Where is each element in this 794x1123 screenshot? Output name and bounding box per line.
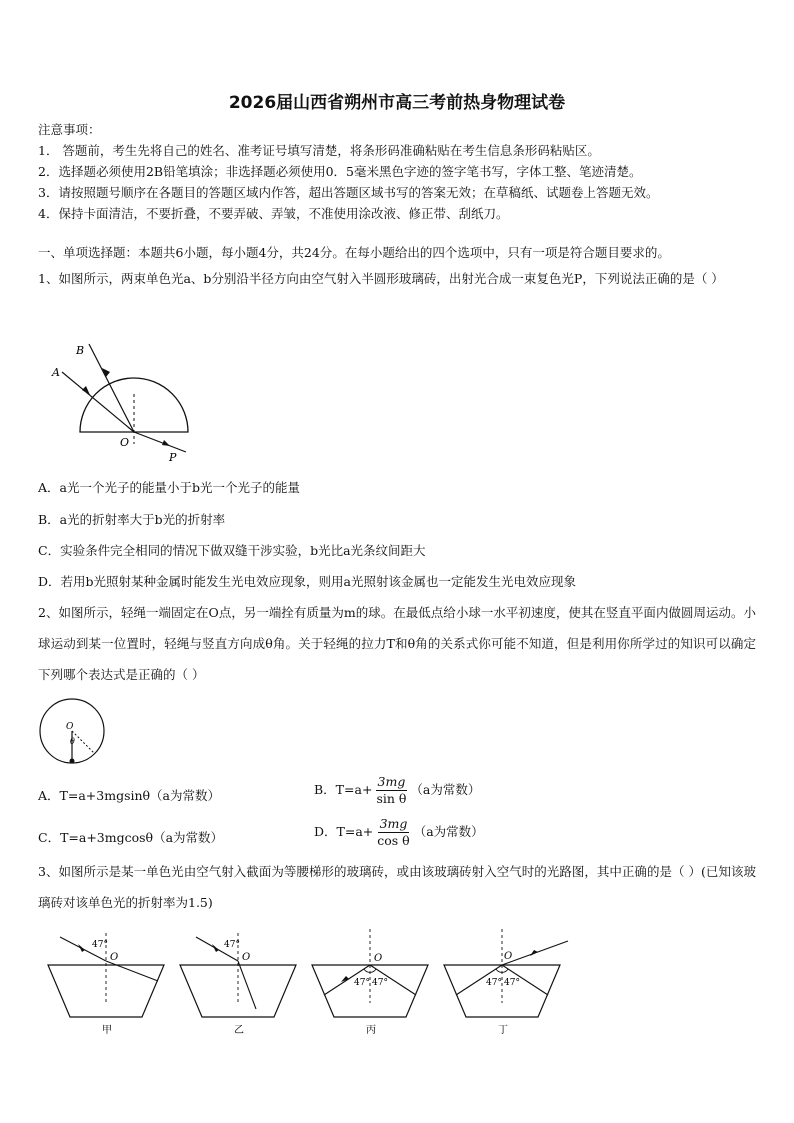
question-3-figures (40, 925, 580, 1037)
ray-p-arrow (162, 440, 170, 446)
ray-a (62, 372, 134, 432)
rope-angle-line (72, 731, 94, 753)
ray-b (89, 344, 134, 432)
svg-text:47°: 47° (372, 978, 388, 988)
notice-item-1: 1． 答题前，考生先将自己的姓名、准考证号填写清楚，将条形码准确粘贴在考生信息条形码粘贴区。 (38, 143, 600, 158)
section-heading: 一、单项选择题：本题共6小题，每小题4分，共24分。在每小题给出的四个选项中，只有一项是符合题目要求的。 (38, 245, 670, 260)
ray-a-arrow (82, 386, 90, 395)
ray-p (134, 432, 186, 452)
caption-jia: 甲 (102, 1025, 112, 1036)
page-title: 2026届山西省朔州市高三考前热身物理试卷 (228, 93, 566, 113)
q1-option-d: D．若用b光照射某种金属时能发生光电效应现象，则用a光照射该金属也一定能发生光电效应现象 (38, 574, 576, 589)
q2-option-c: C．T=a+3mgcosθ（a为常数） (38, 830, 224, 845)
svg-text:O: O (374, 953, 383, 964)
q1-option-b: B．a光的折射率大于b光的折射率 (38, 512, 226, 527)
figure-yi (180, 933, 296, 1036)
caption-bing: 丙 (366, 1025, 376, 1036)
q2-option-d: D．T=a+ $\frac{3mg}{\text{cos θ}}$ （a为常数） (314, 816, 484, 848)
question-2-stem: 2、如图所示，轻绳一端固定在O点，另一端拴有质量为m的球。在最低点给小球一水平初速度，使其在竖直平面内做圆周运动。小球运动到某一位置时，轻绳与竖直方向成θ角。关于轻绳的拉力T和θ角的关系式你可能不知道，但是利用你所学过的知识可以确定下列哪个表达式是正确的（ ） (38, 605, 756, 682)
figure-jia (48, 933, 164, 1036)
notice-heading: 注意事项： (38, 122, 101, 137)
q1-option-c: C．实验条件完全相同的情况下做双缝干涉实验，b光比a光条纹间距大 (38, 543, 426, 558)
caption-yi: 乙 (234, 1025, 244, 1036)
svg-text:47°: 47° (354, 978, 370, 988)
figure-bing (312, 929, 428, 1036)
label-o: O (66, 722, 74, 732)
label-p: P (169, 451, 177, 464)
notice-item-2: 2．选择题必须使用2B铅笔填涂；非选择题必须使用0．5毫米黑色字迹的签字笔书写，字体工整、笔迹清楚。 (38, 164, 642, 179)
label-o: O (120, 436, 130, 449)
ball (70, 759, 75, 764)
semicircle-glass (80, 378, 188, 432)
svg-text:O: O (242, 952, 251, 963)
label-theta: θ (70, 737, 75, 746)
svg-text:47°: 47° (486, 978, 502, 988)
svg-text:47°: 47° (504, 978, 520, 988)
question-1-stem: 1、如图所示，两束单色光a、b分别沿半径方向由空气射入半圆形玻璃砖，出射光合成一束复色光P，下列说法正确的是（ ） (38, 271, 724, 286)
notice-item-3: 3．请按照题号顺序在各题目的答题区域内作答，超出答题区域书写的答案无效；在草稿纸、试题卷上答题无效。 (38, 185, 659, 200)
label-a: A (52, 366, 60, 379)
caption-ding: 丁 (498, 1025, 508, 1036)
svg-text:O: O (504, 951, 513, 962)
notice-item-4: 4．保持卡面清洁，不要折叠，不要弄破、弄皱，不准使用涂改液、修正带、刮纸刀。 (38, 206, 509, 221)
label-b: B (76, 344, 85, 357)
svg-text:47°: 47° (92, 940, 108, 950)
q1-option-a: A．a光一个光子的能量小于b光一个光子的能量 (38, 480, 300, 495)
question-2-figure (36, 697, 108, 769)
q2-option-b: B．T=a+ $\frac{3mg}{\text{sin θ}}$ （a为常数） (314, 774, 481, 806)
q2-option-a: A．T=a+3mgsinθ（a为常数） (38, 788, 221, 803)
svg-text:47°: 47° (224, 940, 240, 950)
question-3-stem: 3、如图所示是某一单色光由空气射入截面为等腰梯形的玻璃砖，或由该玻璃砖射入空气时的光路图，其中正确的是（ ）(已知该玻璃砖对该单色光的折射率为1.5) (38, 864, 756, 910)
question-1-figure (44, 332, 204, 467)
svg-text:O: O (110, 952, 119, 963)
figure-ding (444, 929, 568, 1036)
